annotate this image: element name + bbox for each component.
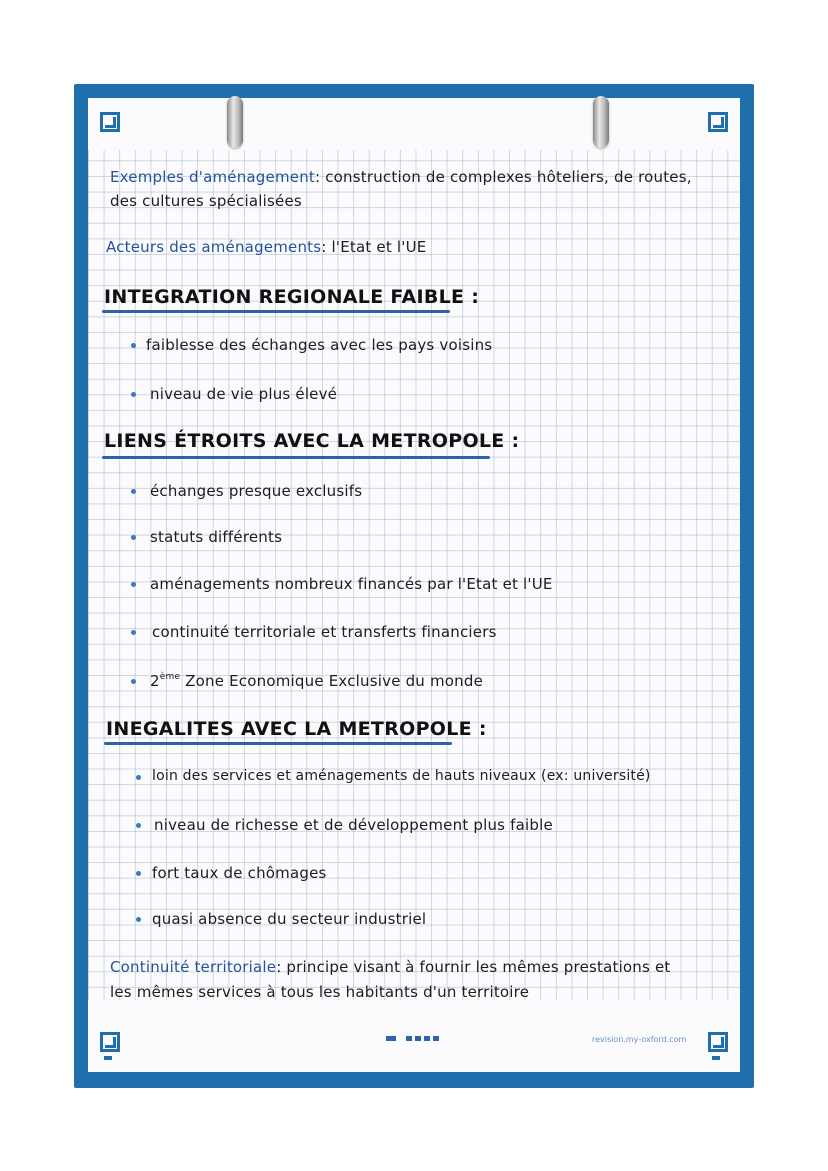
examples-text-continued: des cultures spécialisées	[110, 192, 302, 210]
list-item: aménagements nombreux financés par l'Etat et l'UE	[150, 575, 553, 593]
actors-label: Acteurs des aménagements	[106, 238, 322, 256]
bullet-icon	[131, 679, 136, 684]
list-item: statuts différents	[150, 528, 283, 546]
bullet-icon	[131, 535, 136, 540]
footer-logo-mark	[386, 1036, 396, 1041]
list-item: loin des services et aménagements de hauts niveaux (ex: université)	[152, 768, 651, 784]
definition-text: : principe visant à fournir les mêmes prestations et	[276, 958, 671, 976]
heading-underline	[102, 456, 490, 459]
heading-underline	[102, 310, 450, 313]
list-item: fort taux de chômages	[152, 864, 327, 882]
section-heading: INTEGRATION REGIONALE FAIBLE :	[104, 286, 480, 308]
examples-line	[110, 168, 692, 186]
section-heading: INEGALITES AVEC LA METROPOLE :	[106, 718, 487, 740]
actors-line	[106, 238, 426, 256]
zee-rank: 2	[150, 672, 160, 690]
list-item: faiblesse des échanges avec les pays voisins	[146, 336, 493, 354]
bullet-icon	[131, 489, 136, 494]
bullet-icon	[136, 917, 141, 922]
definition-text-continued: les mêmes services à tous les habitants d'un territoire	[110, 983, 530, 1001]
zee-text: Zone Economique Exclusive du monde	[180, 672, 484, 690]
bullet-icon	[131, 392, 136, 397]
footer-logo-mark	[406, 1036, 440, 1041]
bullet-icon	[136, 823, 141, 828]
bullet-icon	[131, 343, 136, 348]
bullet-icon	[136, 871, 141, 876]
list-item: continuité territoriale et transferts financiers	[152, 623, 497, 641]
examples-text: : construction de complexes hôteliers, de routes,	[315, 168, 692, 186]
list-item: échanges presque exclusifs	[150, 482, 363, 500]
list-item: quasi absence du secteur industriel	[152, 910, 427, 928]
heading-underline	[104, 742, 452, 745]
list-item-zee	[150, 672, 483, 690]
definition-label: Continuité territoriale	[110, 958, 277, 976]
list-item: niveau de vie plus élevé	[150, 385, 338, 403]
bullet-icon	[131, 630, 136, 635]
zee-rank-suffix: ème	[159, 672, 181, 682]
section-heading: LIENS ÉTROITS AVEC LA METROPOLE :	[104, 430, 520, 452]
bullet-icon	[136, 775, 141, 780]
definition-line	[110, 958, 671, 976]
list-item: niveau de richesse et de développement plus faible	[154, 816, 553, 834]
actors-text: : l'Etat et l'UE	[321, 238, 427, 256]
bullet-icon	[131, 582, 136, 587]
footer-url: revision.my-oxford.com	[592, 1035, 687, 1044]
examples-label: Exemples d'aménagement	[110, 168, 315, 186]
